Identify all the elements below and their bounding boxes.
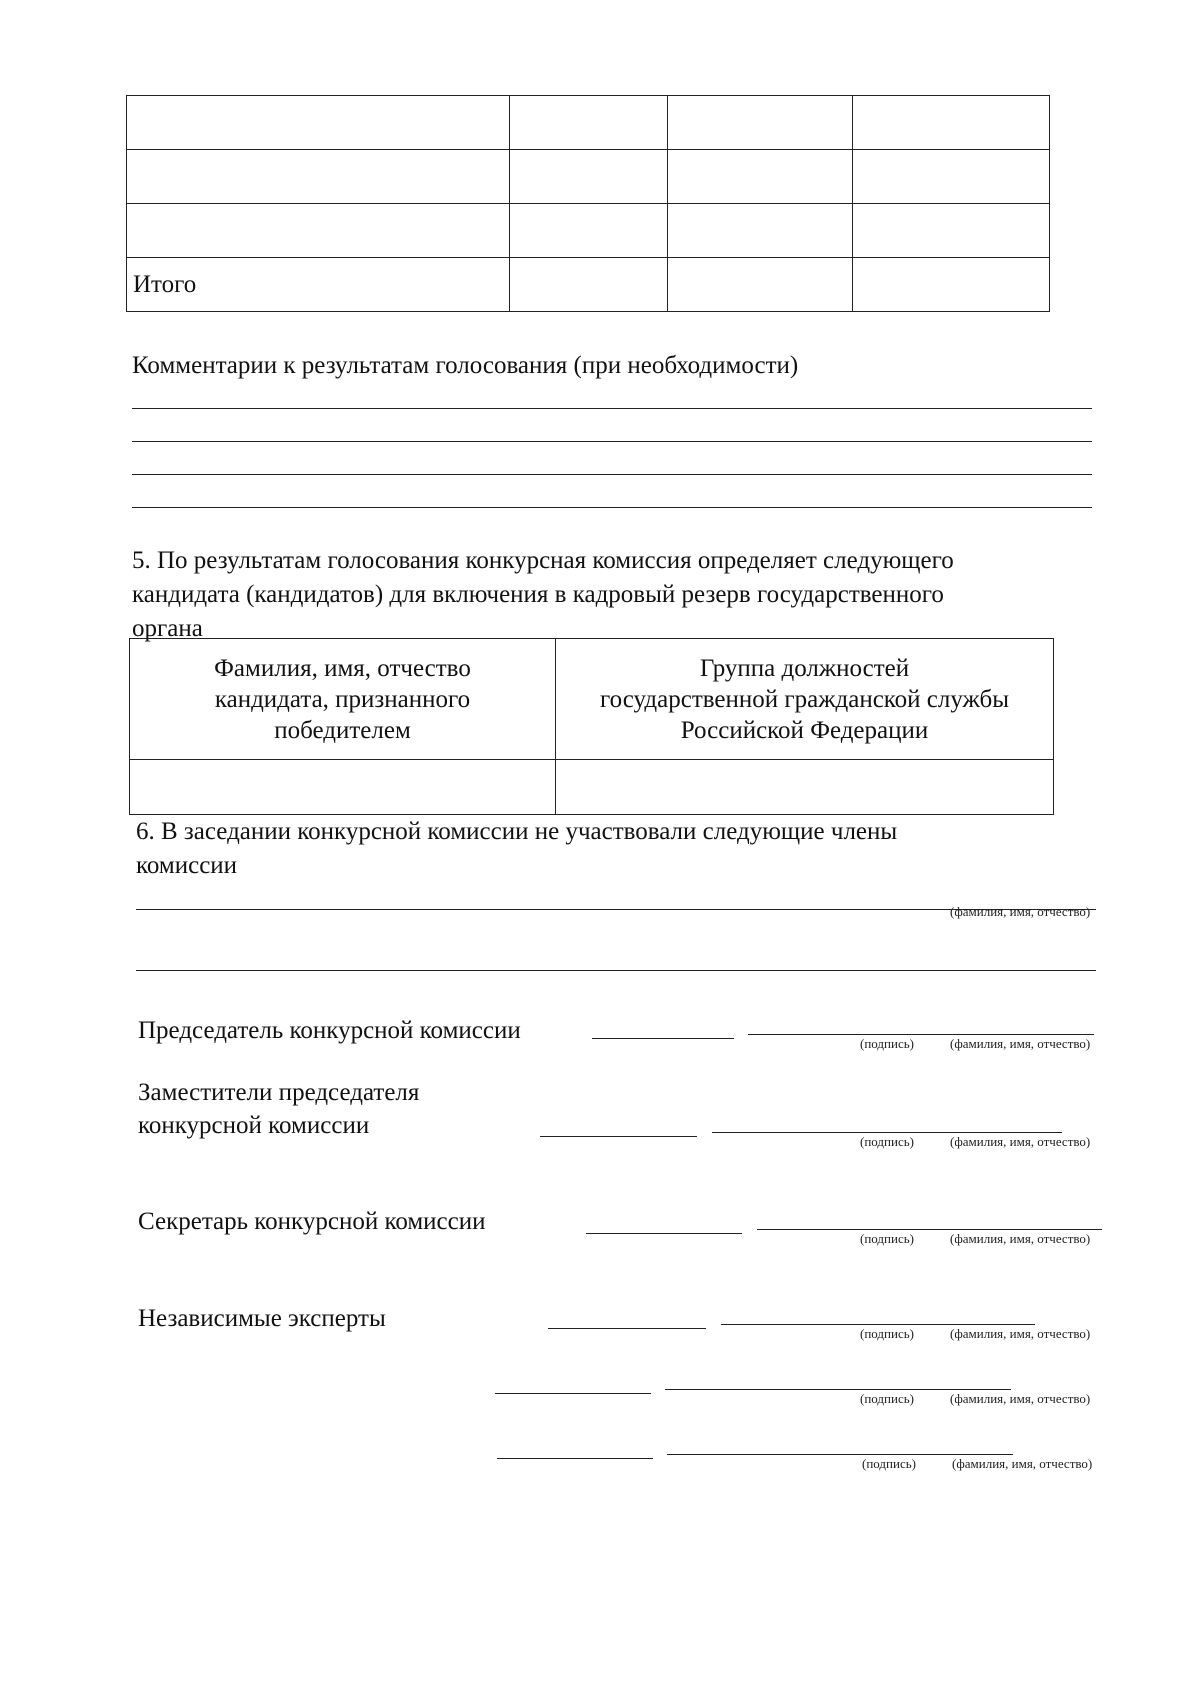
name-caption: (фамилия, имя, отчество)	[950, 1391, 1091, 1406]
section5-text-line: 5. По результатам голосования конкурсная комиссия определяет следующего	[132, 547, 954, 574]
signature-caption: (подпись)	[860, 1036, 914, 1051]
table-cell	[853, 204, 1050, 258]
signature-line	[586, 1233, 742, 1234]
name-line	[667, 1454, 1013, 1455]
signature-caption: (подпись)	[860, 1326, 914, 1341]
section6-text-line: комиссии	[136, 852, 238, 879]
signature-caption: (подпись)	[860, 1134, 914, 1149]
table-cell	[510, 150, 668, 204]
comments-heading: Комментарии к результатам голосования (при необходимости)	[132, 352, 799, 379]
table-cell	[668, 96, 853, 150]
comment-line	[132, 441, 1092, 442]
chairman-label: Председатель конкурсной комиссии	[138, 1017, 521, 1044]
votes-table	[126, 95, 1050, 312]
table-cell	[510, 258, 668, 312]
signature-line	[497, 1458, 653, 1459]
table-cell	[668, 258, 853, 312]
deputies-label-line: конкурсной комиссии	[138, 1112, 370, 1139]
table-row	[127, 150, 1050, 204]
total-label: Итого	[127, 258, 510, 312]
experts-label: Независимые эксперты	[138, 1305, 386, 1332]
table-cell	[668, 204, 853, 258]
absent-member-line	[136, 970, 1096, 971]
table-cell	[510, 96, 668, 150]
table-cell	[853, 150, 1050, 204]
name-line	[757, 1229, 1102, 1230]
header-winner-name: Фамилия, имя, отчество кандидата, признанного победителем	[130, 639, 556, 760]
signature-line	[548, 1328, 706, 1329]
name-line	[748, 1034, 1094, 1035]
table-cell	[853, 96, 1050, 150]
table-header-row	[130, 639, 1054, 760]
name-line	[721, 1324, 1035, 1325]
comment-line	[132, 408, 1092, 409]
table-row-total	[127, 258, 1050, 312]
table-cell	[127, 204, 510, 258]
comment-line	[132, 474, 1092, 475]
winner-table	[129, 638, 1054, 815]
name-caption: (фамилия, имя, отчество)	[950, 1326, 1091, 1341]
name-caption: (фамилия, имя, отчество)	[950, 1134, 1091, 1149]
section5-text-line: органа	[132, 615, 203, 642]
name-line	[712, 1132, 1062, 1133]
name-caption: (фамилия, имя, отчество)	[950, 1231, 1091, 1246]
section6-text-line: 6. В заседании конкурсной комиссии не участвовали следующие члены	[136, 818, 898, 845]
table-cell	[510, 204, 668, 258]
table-cell	[853, 258, 1050, 312]
name-caption: (фамилия, имя, отчество)	[950, 1036, 1091, 1051]
deputies-label-line: Заместители председателя	[138, 1079, 420, 1106]
header-position-group: Группа должностей государственной гражданской службы Российской Федерации	[556, 639, 1054, 760]
section5-text-line: кандидата (кандидатов) для включения в кадровый резерв государственного	[132, 581, 944, 608]
table-cell	[556, 760, 1054, 815]
signature-line	[592, 1038, 734, 1039]
name-caption: (фамилия, имя, отчество)	[952, 1456, 1093, 1471]
signature-line	[495, 1393, 651, 1394]
table-row	[130, 760, 1054, 815]
signature-line	[540, 1136, 697, 1137]
table-row	[127, 204, 1050, 258]
table-cell	[127, 96, 510, 150]
table-row	[127, 96, 1050, 150]
name-caption: (фамилия, имя, отчество)	[950, 904, 1091, 919]
table-cell	[130, 760, 556, 815]
comment-line	[132, 507, 1092, 508]
signature-caption: (подпись)	[860, 1391, 914, 1406]
secretary-label: Секретарь конкурсной комиссии	[138, 1208, 486, 1235]
table-cell	[127, 150, 510, 204]
signature-caption: (подпись)	[862, 1456, 916, 1471]
table-cell	[668, 150, 853, 204]
name-line	[665, 1389, 1011, 1390]
signature-caption: (подпись)	[860, 1231, 914, 1246]
